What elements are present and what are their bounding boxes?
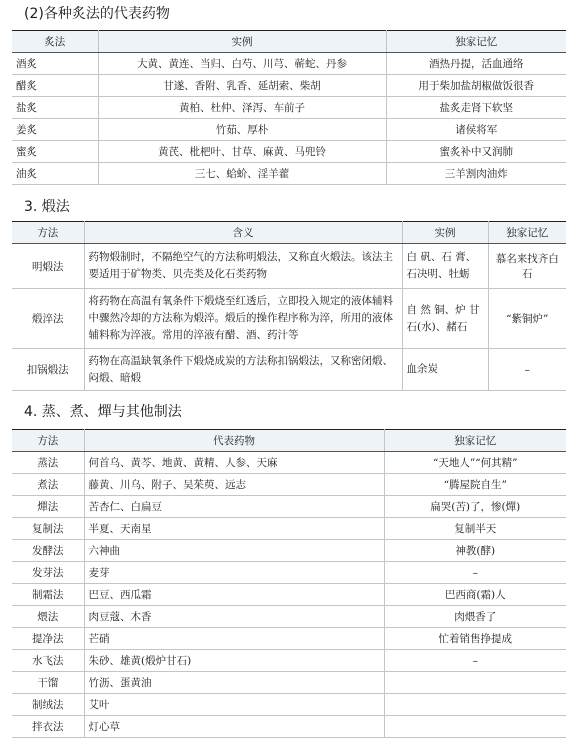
header-cell: 代表药物 (84, 430, 384, 452)
drug-cell: 朱砂、雄黄(煅炉甘石) (84, 650, 384, 672)
method-cell: 煅淬法 (12, 289, 84, 349)
meaning-cell: 药物在高温缺氧条件下煅烧成炭的方法称扣锅煅法，又称密闭煅、闷煅、暗煅 (84, 349, 402, 391)
method-cell: 煮法 (12, 474, 84, 496)
table-row (12, 474, 566, 496)
example-cell: 大黄、黄连、当归、白芍、川芎、蕲蛇、丹参 (98, 53, 386, 75)
memory-cell: 忙着销售挣提成 (384, 628, 566, 650)
memory-cell: “紫铜炉” (488, 289, 566, 349)
method-cell: 酒炙 (12, 53, 98, 75)
section-title-zhi-methods: (2)各种炙法的代表药物 (24, 6, 170, 22)
table-row (12, 244, 566, 289)
drug-cell: 灯心草 (84, 716, 384, 738)
method-cell: 蒸法 (12, 452, 84, 474)
memory-cell: 肉煨香了 (384, 606, 566, 628)
table-row (12, 496, 566, 518)
drug-cell: 竹沥、蛋黄油 (84, 672, 384, 694)
method-cell: 拌衣法 (12, 716, 84, 738)
header-cell: 方法 (12, 430, 84, 452)
memory-cell: 诸侯将军 (386, 119, 566, 141)
meaning-cell: 将药物在高温有氧条件下煅烧至红透后，立即投入规定的液体辅料中骤然冷却的方法称为煅淬。煅后的操作程序称为淬，所用的液体辅料称为淬液。常用的淬液有醋、酒、药汁等 (84, 289, 402, 349)
table-row (12, 163, 566, 185)
duan-method-table (12, 221, 566, 391)
memory-cell: 盐炙走肾下软坚 (386, 97, 566, 119)
method-cell: 干馏 (12, 672, 84, 694)
example-cell: 竹茹、厚朴 (98, 119, 386, 141)
memory-cell: 酒热丹提，活血通络 (386, 53, 566, 75)
header-cell: 独家记忆 (386, 31, 566, 53)
memory-cell: 慕名来找齐白石 (488, 244, 566, 289)
table-row (12, 289, 566, 349)
section-title-steam-boil: 4. 蒸、煮、燀与其他制法 (24, 404, 182, 420)
drug-cell: 半夏、天南星 (84, 518, 384, 540)
example-cell: 黄芪、枇杷叶、甘草、麻黄、马兜铃 (98, 141, 386, 163)
example-cell: 黄柏、杜仲、泽泻、车前子 (98, 97, 386, 119)
example-cell: 甘遂、香附、乳香、延胡索、柴胡 (98, 75, 386, 97)
drug-cell: 苦杏仁、白扁豆 (84, 496, 384, 518)
memory-cell: “天地人”“何其精” (384, 452, 566, 474)
steam-boil-table (12, 429, 566, 738)
table-row (12, 562, 566, 584)
memory-cell: – (384, 562, 566, 584)
table-row (12, 53, 566, 75)
table-header-row (12, 31, 566, 53)
header-cell: 方法 (12, 222, 84, 244)
memory-cell: – (384, 650, 566, 672)
method-cell: 扣锅煅法 (12, 349, 84, 391)
method-cell: 燀法 (12, 496, 84, 518)
header-cell: 含义 (84, 222, 402, 244)
method-cell: 复制法 (12, 518, 84, 540)
method-cell: 油炙 (12, 163, 98, 185)
method-cell: 蜜炙 (12, 141, 98, 163)
memory-cell: “腾屋院自生” (384, 474, 566, 496)
example-cell: 三七、蛤蚧、淫羊藿 (98, 163, 386, 185)
memory-cell: 蜜炙补中又润肺 (386, 141, 566, 163)
method-cell: 明煅法 (12, 244, 84, 289)
method-cell: 制绒法 (12, 694, 84, 716)
memory-cell: 用于柴加盐胡椒做饭很香 (386, 75, 566, 97)
header-cell: 实例 (98, 31, 386, 53)
memory-cell: 巴西商(霜)人 (384, 584, 566, 606)
table-row (12, 141, 566, 163)
method-cell: 提净法 (12, 628, 84, 650)
header-cell: 炙法 (12, 31, 98, 53)
table-header-row (12, 222, 566, 244)
table-row (12, 97, 566, 119)
table-row (12, 75, 566, 97)
table-row (12, 672, 566, 694)
method-cell: 醋炙 (12, 75, 98, 97)
table-row (12, 119, 566, 141)
memory-cell (384, 672, 566, 694)
header-cell: 独家记忆 (384, 430, 566, 452)
table-row (12, 716, 566, 738)
drug-cell: 何首乌、黄芩、地黄、黄精、人参、天麻 (84, 452, 384, 474)
drug-cell: 藤黄、川乌、附子、吴茱萸、远志 (84, 474, 384, 496)
method-cell: 姜炙 (12, 119, 98, 141)
drug-cell: 巴豆、西瓜霜 (84, 584, 384, 606)
memory-cell (384, 694, 566, 716)
memory-cell: – (488, 349, 566, 391)
zhi-methods-table (12, 30, 566, 185)
drug-cell: 艾叶 (84, 694, 384, 716)
table-row (12, 584, 566, 606)
memory-cell: 三羊割肉油炸 (386, 163, 566, 185)
drug-cell: 六神曲 (84, 540, 384, 562)
example-cell: 自 然 铜、炉 甘石(水)、赭石 (402, 289, 488, 349)
memory-cell: 复制半天 (384, 518, 566, 540)
table-row (12, 628, 566, 650)
method-cell: 发酵法 (12, 540, 84, 562)
method-cell: 发芽法 (12, 562, 84, 584)
method-cell: 盐炙 (12, 97, 98, 119)
drug-cell: 麦芽 (84, 562, 384, 584)
section-title-duan-method: 3. 煅法 (24, 199, 70, 215)
drug-cell: 芒硝 (84, 628, 384, 650)
example-cell: 白 矾、石 膏、石决明、牡蛎 (402, 244, 488, 289)
method-cell: 制霜法 (12, 584, 84, 606)
drug-cell: 肉豆蔻、木香 (84, 606, 384, 628)
table-row (12, 349, 566, 391)
example-cell: 血余炭 (402, 349, 488, 391)
header-cell: 实例 (402, 222, 488, 244)
meaning-cell: 药物煅制时，不隔绝空气的方法称明煅法，又称直火煅法。该法主要适用于矿物类、贝壳类及化石类药物 (84, 244, 402, 289)
method-cell: 水飞法 (12, 650, 84, 672)
table-header-row (12, 430, 566, 452)
header-cell: 独家记忆 (488, 222, 566, 244)
method-cell: 煨法 (12, 606, 84, 628)
table-row (12, 452, 566, 474)
table-row (12, 540, 566, 562)
memory-cell (384, 716, 566, 738)
table-row (12, 694, 566, 716)
table-row (12, 650, 566, 672)
memory-cell: 神教(酵) (384, 540, 566, 562)
memory-cell: 扁哭(苦)了，惨(燀) (384, 496, 566, 518)
table-row (12, 606, 566, 628)
table-row (12, 518, 566, 540)
